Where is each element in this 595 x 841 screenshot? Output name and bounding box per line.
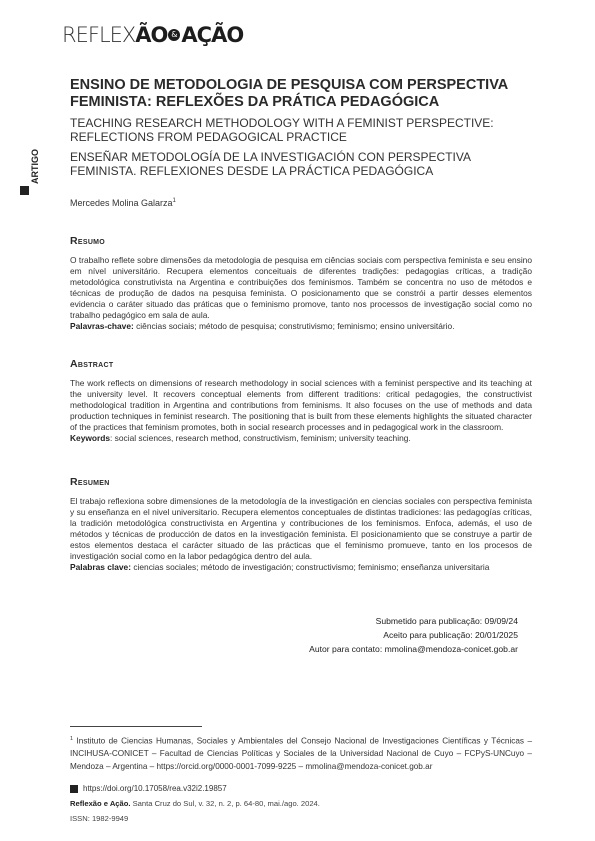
keywords-list: : social sciences, research method, constructivism, feminism; university teaching. xyxy=(110,433,411,443)
logo-text-acao: AÇÃO xyxy=(181,23,244,47)
keywords-list: ciencias sociales; método de investigación; constructivismo; feminismo; enseñanza universitaria xyxy=(131,562,490,572)
accepted-date: Aceito para publicação: 20/01/2025 xyxy=(383,630,518,640)
resumen-heading: Resumen xyxy=(70,476,110,488)
logo-text-ao: ÃO xyxy=(135,23,168,47)
logo-ampersand-mark: & xyxy=(168,29,180,41)
resumen-section xyxy=(70,476,532,573)
journal-citation xyxy=(70,799,320,808)
author-name: Mercedes Molina Galarza xyxy=(70,198,173,208)
title-portuguese: ENSINO DE METODOLOGIA DE PESQUISA COM PERSPECTIVA FEMINISTA: REFLEXÕES DA PRÁTICA PEDAGÓGICA xyxy=(70,77,508,110)
footnote xyxy=(70,733,532,774)
resumo-keywords xyxy=(70,321,532,332)
author-footnote-ref: 1 xyxy=(172,198,176,204)
abstract-heading: Abstract xyxy=(70,358,114,370)
footnote-mark: 1 xyxy=(70,736,74,742)
abstract-body: The work reflects on dimensions of research methodology in social sciences with a feminist perspective and its teaching at the university level. It recovers conceptual elements from different traditions: critical pedagogies, the constructivist methodological tradition in Argentina and contributions from feminisms. It also focuses on the use of methods and data production techniques in feminist research. The positioning that is built from these elements highlights the situated character of the practices that feminism promotes, both in social research processes and in pedagogical work in the classroom. xyxy=(70,378,532,432)
publication-dates xyxy=(309,614,518,656)
keywords-label: Palavras-chave: xyxy=(70,321,134,331)
keywords-list: ciências sociais; método de pesquisa; construtivismo; feminismo; ensino universitário. xyxy=(133,321,455,331)
resumo-body: O trabalho reflete sobre dimensões da metodologia de pesquisa em ciências sociais com perspectiva feminista e seu ensino em nível universitário. Recupera elementos conceituais de diferentes tradições: pedagogias críticas, a tradição metodológica construtivista na Argentina e contribuições dos feminismos. Também se concentra no uso de métodos e técnicas de produção de dados na pesquisa feminista. O posicionamento que se constrói a partir desses elementos evidencia o caráter situado das práticas que o feminismo promove, tanto nos processos de investigação social como no trabalho pedagógico em sala de aula. xyxy=(70,255,532,320)
resumo-heading: Resumo xyxy=(70,235,106,247)
resumo-section xyxy=(70,235,532,332)
resumen-body: El trabajo reflexiona sobre dimensiones de la metodología de la investigación en ciencias sociales con perspectiva feminista y su enseñanza en el nivel universitario. Recupera elementos conceptuales de distintas tradiciones: las pedagogías críticas, la tradición metodológica constructivista en Argentina y contribuciones de los feminismos. Enfoca, además, el uso de métodos y técnicas de producción de datos en la investigación feminista. El posicionamiento que se construye a partir de estos elementos destaca el carácter situado de las prácticas que el feminismo promueve, tanto en los procesos de investigación social como en la labor pedagógica dentro del aula. xyxy=(70,496,532,561)
keywords-label: Keywords xyxy=(70,433,111,443)
journal-logo xyxy=(62,22,243,48)
issn: ISSN: 1982-9949 xyxy=(70,814,129,823)
title-english: TEACHING RESEARCH METHODOLOGY WITH A FEMINIST PERSPECTIVE: REFLECTIONS FROM PEDAGOGICAL PRACTICE xyxy=(70,116,494,144)
abstract-section xyxy=(70,358,532,444)
doi-icon xyxy=(70,785,78,793)
journal-issue: Santa Cruz do Sul, v. 32, n. 2, p. 64-80, mai./ago. 2024. xyxy=(130,799,320,808)
abstract-keywords xyxy=(70,433,532,444)
logo-text-reflex: REFLEX xyxy=(62,23,136,47)
footnote-divider xyxy=(70,726,202,727)
square-marker-icon xyxy=(20,186,29,195)
author-line xyxy=(70,198,176,208)
doi-line xyxy=(70,784,227,793)
journal-name: Reflexão e Ação. xyxy=(70,799,131,808)
resumen-keywords xyxy=(70,562,532,573)
doi-link[interactable]: https://doi.org/10.17058/rea.v32i2.19857 xyxy=(83,784,227,793)
title-spanish: ENSEÑAR METODOLOGÍA DE LA INVESTIGACIÓN CON PERSPECTIVA FEMINISTA. REFLEXIONES DESDE LA PRÁCTICA PEDAGÓGICA xyxy=(70,150,471,178)
footnote-text: Instituto de Ciencias Humanas, Sociales y Ambientales del Consejo Nacional de Investigaciones Científicas y Técnicas – INCIHUSA-CONICET – Facultad de Ciencias Políticas y Sociales de la Universidad Nacional de Cuyo – FCPyS-UNCuyo – Mendoza – Argentina – https://orcid.org/0000-0001-7099-9225 – mmolina@mendoza-conicet.gob.ar xyxy=(70,736,532,771)
article-type-text: ARTIGO xyxy=(30,149,40,184)
submitted-date: Submetido para publicação: 09/09/24 xyxy=(375,616,518,626)
keywords-label: Palabras clave: xyxy=(70,562,131,572)
article-type-label xyxy=(19,149,40,184)
contact-author: Autor para contato: mmolina@mendoza-conicet.gob.ar xyxy=(309,644,518,654)
